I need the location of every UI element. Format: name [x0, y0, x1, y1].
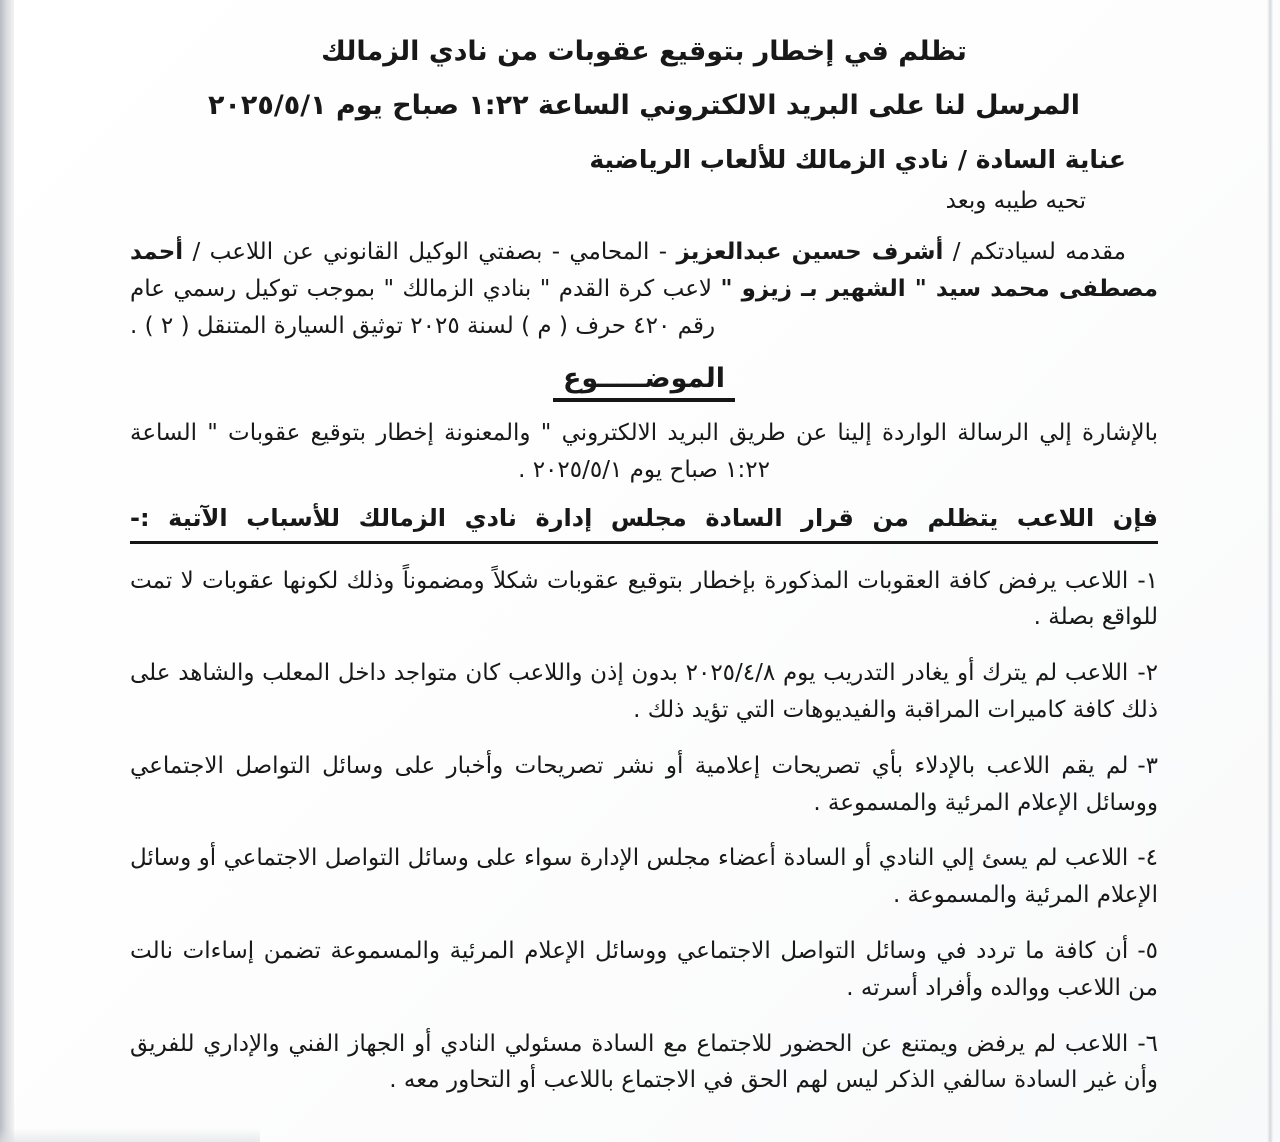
ground-number-6: ٦-	[1137, 1030, 1158, 1057]
ground-text-4: اللاعب لم يسئ إلي النادي أو السادة أعضاء مجلس الإدارة سواء على وسائل التواصل الاجتماعي أو وسائل الإعلام المرئية والمسموعة .	[130, 845, 1158, 909]
intro-tail: لاعب كرة القدم " بنادي الزمالك " بموجب توكيل رسمي عام رقم ٤٢٠ حرف ( م ) لسنة ٢٠٢٥ توثيق السيارة المتنقل ( ٢ ) .	[130, 275, 721, 339]
ground-item-6	[130, 1026, 1158, 1100]
lawyer-name: أشرف حسين عبدالعزيز	[676, 238, 944, 265]
ground-number-5: ٥-	[1137, 938, 1158, 965]
photo-left-edge	[0, 0, 14, 1142]
ground-number-4: ٤-	[1137, 845, 1158, 872]
ground-item-4	[130, 840, 1158, 914]
ground-item-5	[130, 933, 1158, 1007]
ground-text-2: اللاعب لم يترك أو يغادر التدريب يوم ٢٠٢٥/٤/٨ بدون إذن واللاعب كان متواجد داخل المعلب والشاهد على ذلك كافة كاميرات المراقبة والفيديوهات التي تؤيد ذلك .	[130, 660, 1158, 724]
grounds-heading: فإن اللاعب يتظلم من قرار السادة مجلس إدارة نادي الزمالك للأسباب الآتية :-	[130, 500, 1158, 544]
greeting-line: تحيه طيبه وبعد	[945, 188, 1086, 215]
ground-number-3: ٣-	[1137, 752, 1158, 779]
ground-text-6: اللاعب لم يرفض ويمتنع عن الحضور للاجتماع مع السادة مسئولي النادي أو الجهاز الفني والإداري للفريق وأن غير السادة سالفي الذكر ليس لهم الحق في الاجتماع باللاعب أو التحاور معه .	[130, 1030, 1158, 1094]
player-name: أحمد مصطفى محمد سيد " الشهير بـ زيزو "	[130, 238, 1158, 302]
subject-heading: الموضـــــوع	[553, 363, 735, 402]
introduction-paragraph	[130, 234, 1158, 345]
addressee-line: عناية السادة / نادي الزمالك للألعاب الرياضية	[589, 145, 1126, 174]
intro-lead: مقدمه لسيادتكم /	[943, 238, 1126, 265]
reference-paragraph: بالإشارة إلي الرسالة الواردة إلينا عن طريق البريد الالكتروني " والمعنونة إخطار بتوقيع عقوبات " الساعة ١:٢٢ صباح يوم ٢٠٢٥/٥/١ .	[130, 419, 1158, 483]
document-title-line1: تظلم في إخطار بتوقيع عقوبات من نادي الزمالك	[321, 36, 967, 67]
ground-item-3	[130, 748, 1158, 822]
ground-text-5: أن كافة ما تردد في وسائل التواصل الاجتماعي ووسائل الإعلام المرئية والمسموعة تضمن إساءات نالت من اللاعب ووالده وأفراد أسرته .	[130, 938, 1158, 1001]
ground-item-2	[130, 655, 1158, 729]
intro-middle: - المحامي - بصفتي الوكيل القانوني عن اللاعب /	[183, 238, 677, 265]
ground-number-2: ٢-	[1137, 660, 1158, 687]
photo-right-edge	[1267, 0, 1273, 1142]
document-title-line2: المرسل لنا على البريد الالكتروني الساعة ١:٢٢ صباح يوم ٢٠٢٥/٥/١	[207, 89, 1081, 121]
ground-text-3: لم يقم اللاعب بالإدلاء بأي تصريحات إعلامية أو نشر تصريحات وأخبار على وسائل التواصل الاجتماعي ووسائل الإعلام المرئية والمسموعة .	[130, 752, 1158, 816]
photo-bottom-edge	[0, 1128, 260, 1142]
ground-text-1: اللاعب يرفض كافة العقوبات المذكورة بإخطار بتوقيع عقوبات شكلاً ومضموناً وذلك لكونها عقوبات لا تمت للواقع بصلة .	[130, 567, 1158, 631]
ground-item-1	[130, 563, 1158, 637]
subject-heading-wrap	[130, 363, 1158, 402]
document-content	[130, 32, 1158, 1099]
ground-number-1: ١-	[1137, 567, 1158, 594]
